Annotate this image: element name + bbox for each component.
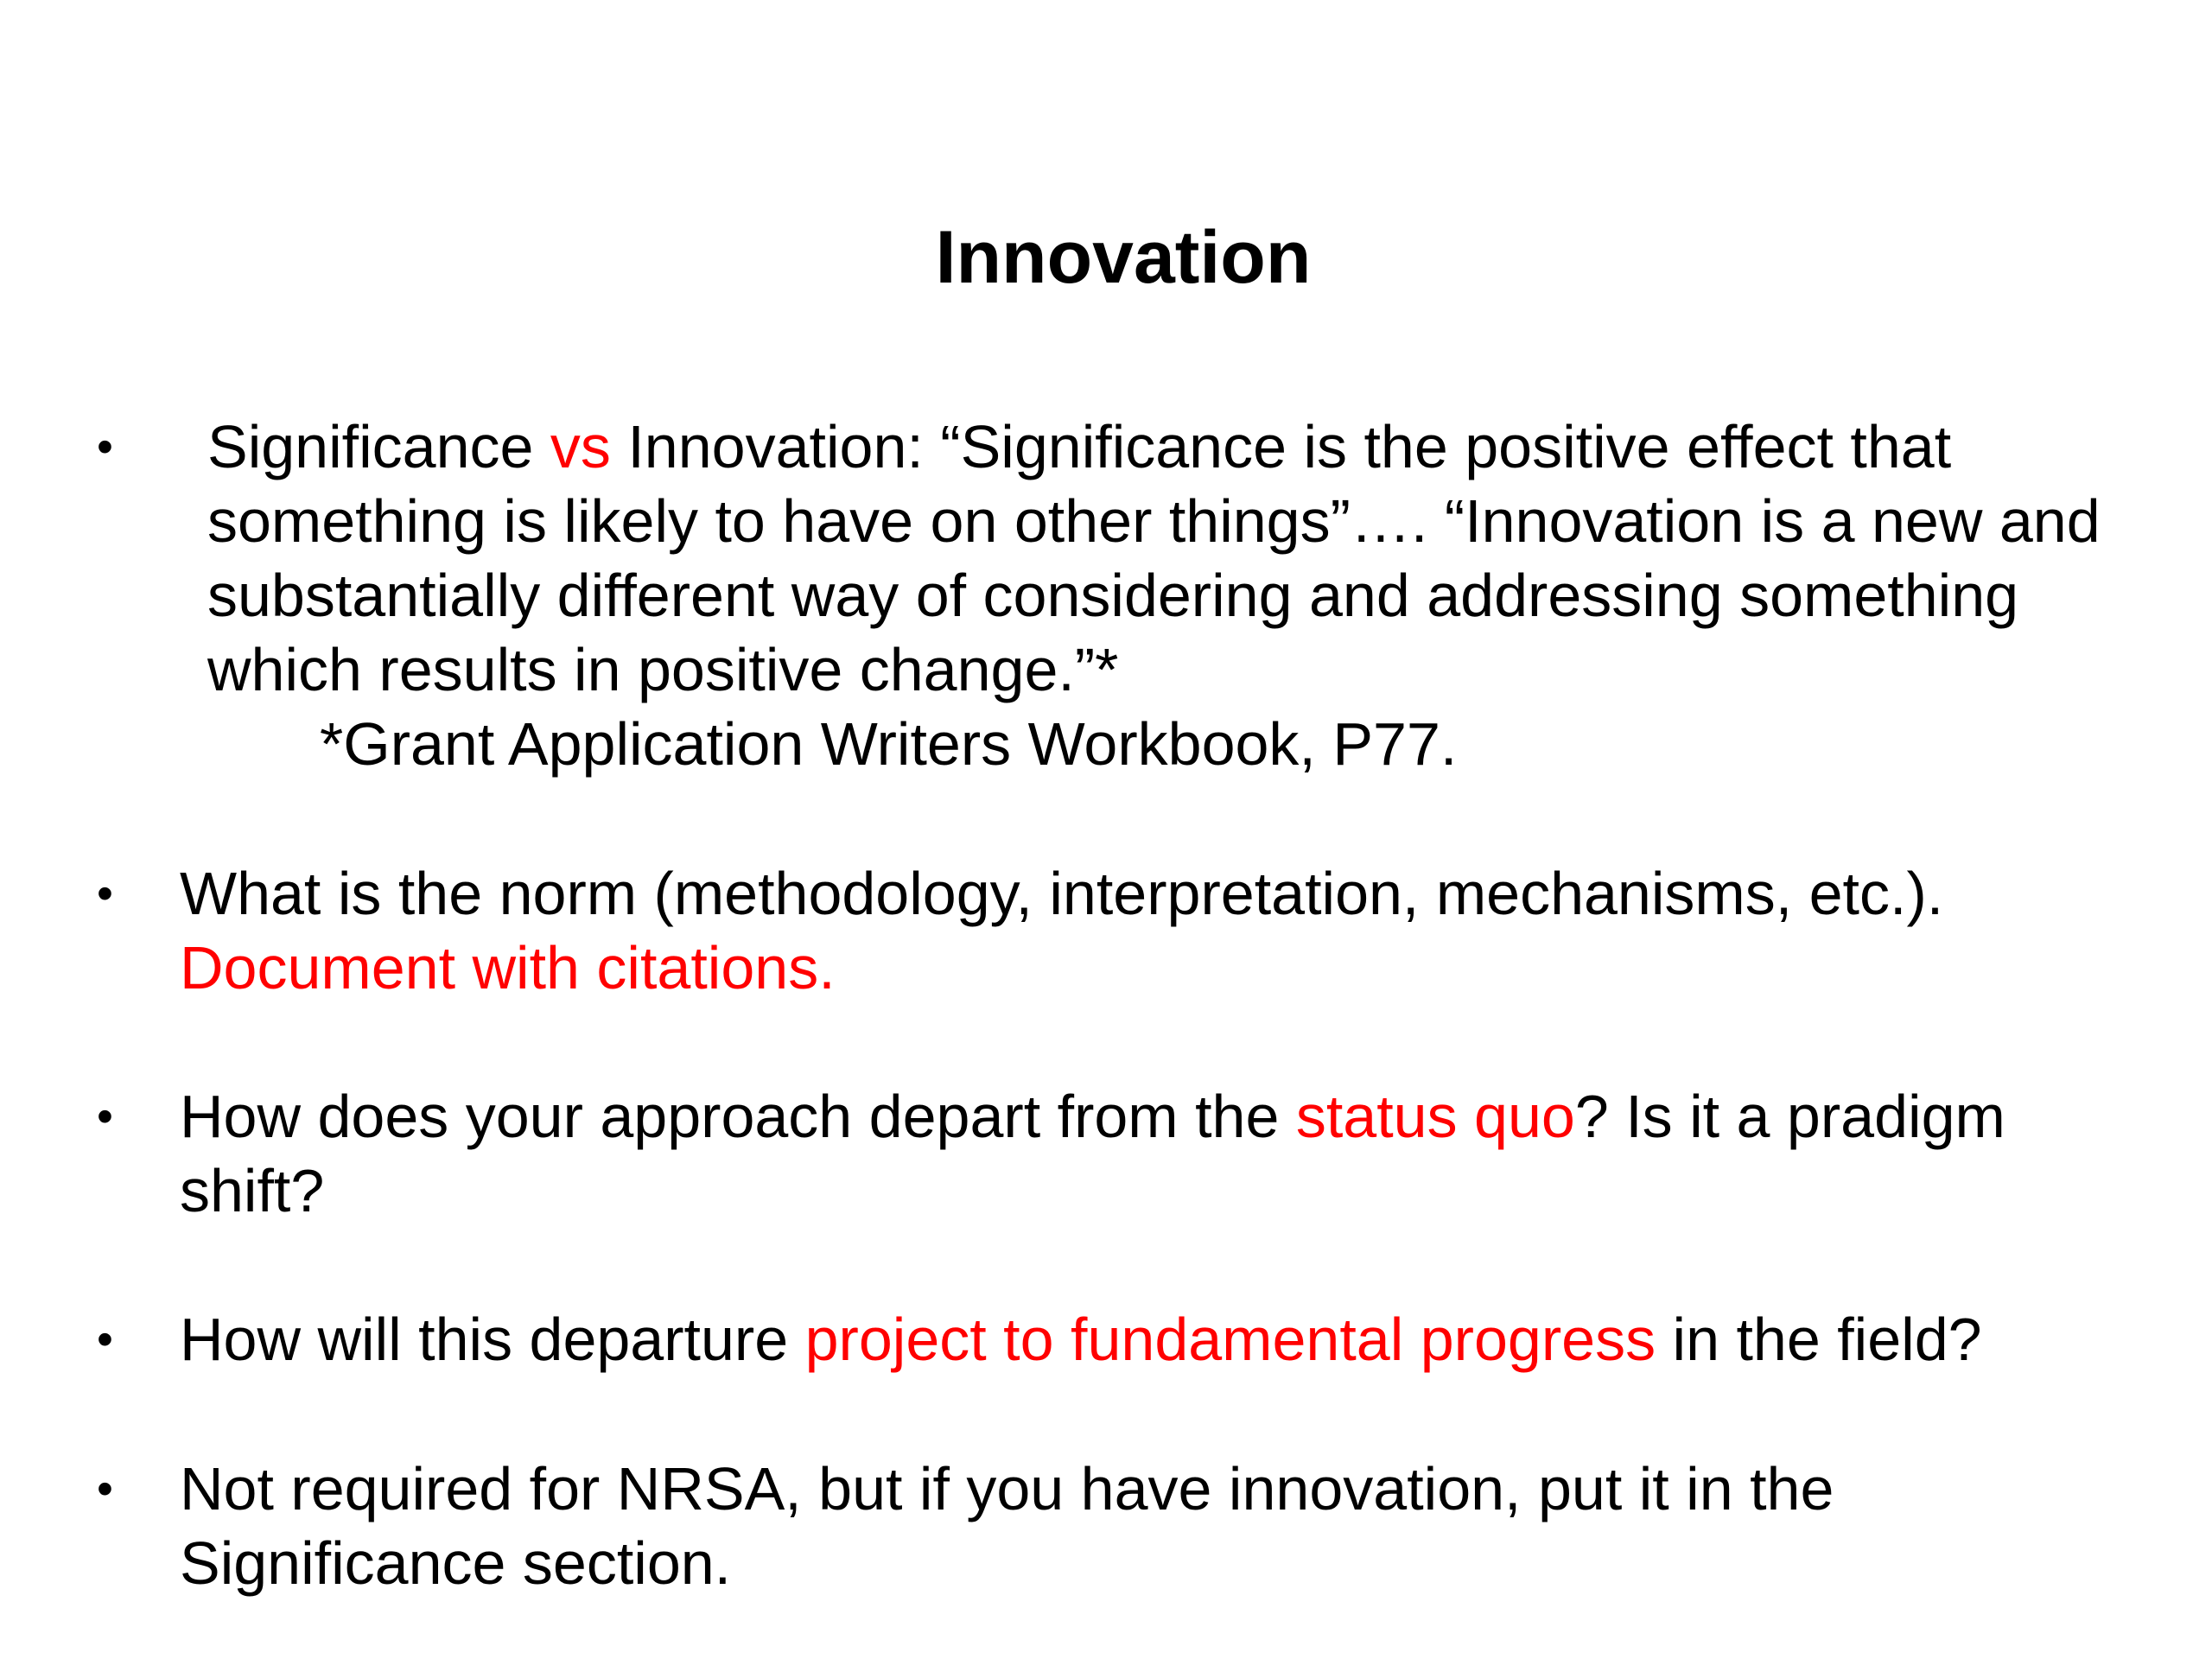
bullet-text-part: Not required for NRSA, but if you have innovation, put it in the Significance section.: [180, 1455, 1834, 1597]
highlighted-text: Document with citations.: [180, 934, 836, 1001]
bullet-text: [180, 856, 2143, 1005]
bullet-icon: •: [97, 1463, 113, 1515]
bullet-text-part: in the field?: [1656, 1306, 1982, 1373]
highlighted-text: project to fundamental progress: [804, 1306, 1656, 1373]
bullet-item-significance-vs-innovation: [97, 410, 2143, 790]
highlighted-text: vs: [550, 413, 611, 480]
bullet-item-norm: [97, 856, 2143, 1012]
slide-title: Innovation: [935, 216, 1312, 299]
bullet-item-departure: [97, 1302, 2143, 1380]
bullet-text: [207, 410, 2143, 781]
bullet-text-part: Innovation: “Significance is the positive effect that something is likely to have on other things”…. “Innovation is a new and substantially different way of considering and addressing something which results in positive change.”*: [207, 413, 2101, 703]
bullet-icon: •: [97, 868, 113, 919]
bullet-text-part: ? Is it a pradigm shift?: [180, 1083, 2005, 1224]
bullet-icon: •: [97, 1313, 113, 1365]
bullet-text: [180, 1302, 2143, 1376]
bullet-text-part: Significance: [207, 413, 550, 480]
bullet-icon: •: [97, 1090, 113, 1142]
bullet-item-approach: [97, 1079, 2143, 1235]
citation-text: *Grant Application Writers Workbook, P77.: [320, 710, 1458, 778]
bullet-item-nrsa: [97, 1452, 2143, 1607]
bullet-text: [180, 1079, 2143, 1228]
bullet-text-part: What is the norm (methodology, interpretation, mechanisms, etc.).: [180, 860, 1944, 927]
bullet-icon: •: [97, 421, 113, 473]
bullet-text: [180, 1452, 2143, 1600]
highlighted-text: status quo: [1295, 1083, 1575, 1150]
bullet-text-part: How will this departure: [180, 1306, 805, 1373]
bullet-text-part: How does your approach depart from the: [180, 1083, 1296, 1150]
